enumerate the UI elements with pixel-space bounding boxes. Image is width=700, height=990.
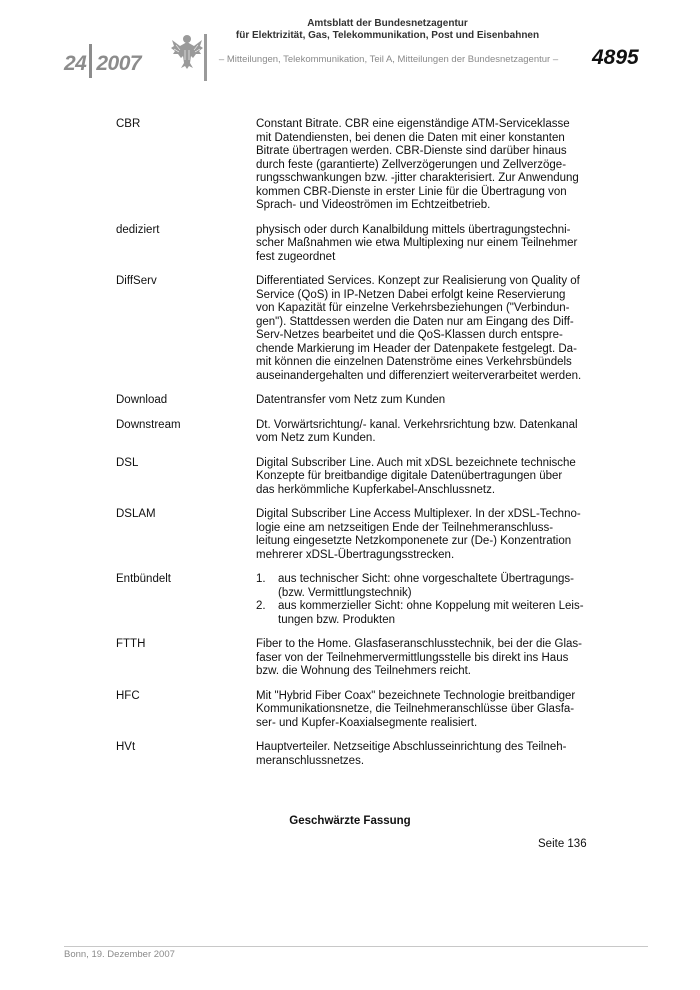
publication-title — [220, 18, 555, 42]
definition-line: aus technischer Sicht: ohne vorgeschaltete Übertragungs- — [278, 573, 574, 585]
definition-line: ser- und Kupfer-Koaxialsegmente realisiert. — [256, 716, 478, 729]
list-item-number: 2. — [256, 600, 266, 612]
issue-number — [64, 44, 141, 78]
glossary-entry — [116, 118, 596, 213]
definition-line: Hauptverteiler. Netzseitige Abschlusseinrichtung des Teilneh- — [256, 741, 567, 753]
glossary-entry — [116, 275, 596, 383]
page-number: 4895 — [592, 46, 639, 69]
glossary-definition — [256, 419, 592, 446]
issue-separator — [89, 44, 92, 78]
publication-subtitle: – Mitteilungen, Telekommunikation, Teil A, Mitteilungen der Bundesnetzagentur – — [218, 54, 559, 65]
definition-line: physisch oder durch Kanalbildung mittels übertragungstechni- — [256, 223, 571, 236]
definition-line: aus kommerzieller Sicht: ohne Koppelung mit weiteren Leis- — [278, 600, 584, 612]
glossary-term: dediziert — [116, 223, 160, 236]
definition-line: fest zugeordnet — [256, 250, 336, 263]
definition-line: Datentransfer vom Netz zum Kunden — [256, 394, 446, 406]
glossary-definition — [256, 741, 592, 768]
definition-line: faser von der Teilnehmervermittlungsstelle bis direkt ins Haus — [256, 651, 569, 664]
definition-line: rungsschwankungen bzw. -jitter charakterisiert. Zur Anwendung — [256, 172, 579, 184]
definition-line: kommen CBR-Dienste in erster Linie für die Übertragung von — [256, 185, 567, 198]
glossary-definition — [256, 394, 592, 408]
definition-line: leitung eingesetzte Netzkomponenete zur (De-) Konzentration — [256, 535, 572, 547]
glossary-definition — [256, 690, 592, 731]
issue-year-label: 2007 — [96, 52, 142, 75]
glossary-entry — [116, 690, 596, 731]
definition-line: logie eine am netzseitigen Ende der Teilnehmeranschluss- — [256, 521, 554, 534]
header-divider — [204, 34, 207, 81]
glossary-entry — [116, 573, 596, 627]
definition-line: Digital Subscriber Line Access Multiplexer. In der xDSL-Techno- — [256, 508, 581, 520]
glossary-definition — [256, 275, 592, 383]
definition-line: das herkömmliche Kupferkabel-Anschlussnetz. — [256, 483, 496, 496]
publication-title-line2: für Elektrizität, Gas, Telekommunikation, Post und Eisenbahnen — [235, 30, 540, 41]
glossary-entry — [116, 638, 596, 679]
glossary-entry — [116, 741, 596, 768]
glossary-term: DiffServ — [116, 275, 157, 287]
footer-date: Bonn, 19. Dezember 2007 — [64, 949, 175, 960]
glossary-term: DSLAM — [116, 508, 156, 520]
glossary-term: Entbündelt — [116, 573, 171, 585]
definition-line: Sprach- und Videoströmen im Echtzeitbetrieb. — [256, 199, 491, 211]
definition-line: Digital Subscriber Line. Auch mit xDSL bezeichnete technische — [256, 456, 576, 469]
definition-line: durch feste (garantierte) Zellverzögerungen und Zellverzöge- — [256, 158, 567, 171]
definition-line: Mit "Hybrid Fiber Coax" bezeichnete Technologie breitbandiger — [256, 689, 576, 702]
glossary-definition-list — [256, 573, 592, 627]
definition-line: chende Markierung im Header der Datenpakete festgelegt. Da- — [256, 342, 577, 355]
definition-line: Dt. Vorwärtsrichtung/- kanal. Verkehrsrichtung bzw. Datenkanal — [256, 418, 578, 431]
glossary-term: CBR — [116, 118, 141, 130]
glossary-term: HVt — [116, 741, 136, 753]
definition-line: Kommunikationsnetze, die Teilnehmeranschlüsse über Glasfa- — [256, 703, 575, 715]
glossary-list — [116, 118, 596, 779]
glossary-entry — [116, 224, 596, 265]
glossary-entry — [116, 508, 596, 562]
footer-divider — [64, 946, 648, 947]
definition-line: von Kapazität für einzelne Verkehrsbeziehungen ("Verbindun- — [256, 302, 570, 314]
glossary-definition — [256, 118, 592, 213]
redacted-version-note: Geschwärzte Fassung — [289, 815, 411, 827]
glossary-definition — [256, 457, 592, 498]
definition-line: Bitrate übertragen werden. CBR-Dienste sind darüber hinaus — [256, 145, 567, 157]
glossary-term: DSL — [116, 456, 139, 469]
glossary-definition — [256, 508, 592, 562]
definition-list-item — [256, 600, 592, 627]
definition-line: bzw. die Wohnung des Teilnehmers reicht. — [256, 665, 472, 677]
definition-line: meranschlussnetzes. — [256, 754, 365, 767]
definition-line: mehrerer xDSL-Übertragungsstrecken. — [256, 548, 455, 561]
definition-line: Differentiated Services. Konzept zur Realisierung von Quality of — [256, 275, 580, 287]
definition-line: Constant Bitrate. CBR eine eigenständige ATM-Serviceklasse — [256, 118, 570, 130]
glossary-entry — [116, 394, 596, 408]
definition-line: Service (QoS) in IP-Netzen Dabei erfolgt keine Reservierung — [256, 288, 566, 301]
definition-line: (bzw. Vermittlungstechnik) — [278, 586, 412, 599]
glossary-term: FTTH — [116, 638, 146, 650]
definition-list-item — [256, 573, 592, 600]
glossary-term: Download — [116, 394, 168, 406]
glossary-term: HFC — [116, 689, 140, 702]
definition-line: tungen bzw. Produkten — [278, 613, 395, 626]
definition-line: mit Datendiensten, bei denen die Daten mit einer konstanten — [256, 131, 565, 144]
publication-title-line1: Amtsblatt der Bundesnetzagentur — [307, 18, 468, 29]
list-item-number: 1. — [256, 573, 266, 585]
definition-line: mit können die einzelnen Datenströme eines Verkehrsbündels — [256, 356, 572, 368]
federal-eagle-icon — [170, 30, 204, 70]
definition-line: vom Netz zum Kunden. — [256, 432, 376, 444]
glossary-entry — [116, 457, 596, 498]
issue-number-label: 24 — [64, 52, 87, 75]
glossary-definition — [256, 224, 592, 265]
glossary-entry — [116, 419, 596, 446]
definition-line: Konzepte für breitbandige digitale Datenübertragungen über — [256, 470, 563, 482]
definition-line: auseinandergehalten und differenziert weiterverarbeitet werden. — [256, 369, 582, 382]
page-reference: Seite 136 — [538, 838, 587, 850]
glossary-term: Downstream — [116, 418, 181, 431]
definition-line: Fiber to the Home. Glasfaseranschlusstechnik, bei der die Glas- — [256, 638, 582, 650]
definition-line: gen"). Stattdessen werden die Daten nur am Eingang des Diff- — [256, 315, 574, 328]
glossary-definition — [256, 638, 592, 679]
definition-line: Serv-Netzes bearbeitet und die QoS-Klassen durch entspre- — [256, 329, 563, 341]
definition-line: scher Maßnahmen wie etwa Multiplexing nur einem Teilnehmer — [256, 237, 578, 249]
